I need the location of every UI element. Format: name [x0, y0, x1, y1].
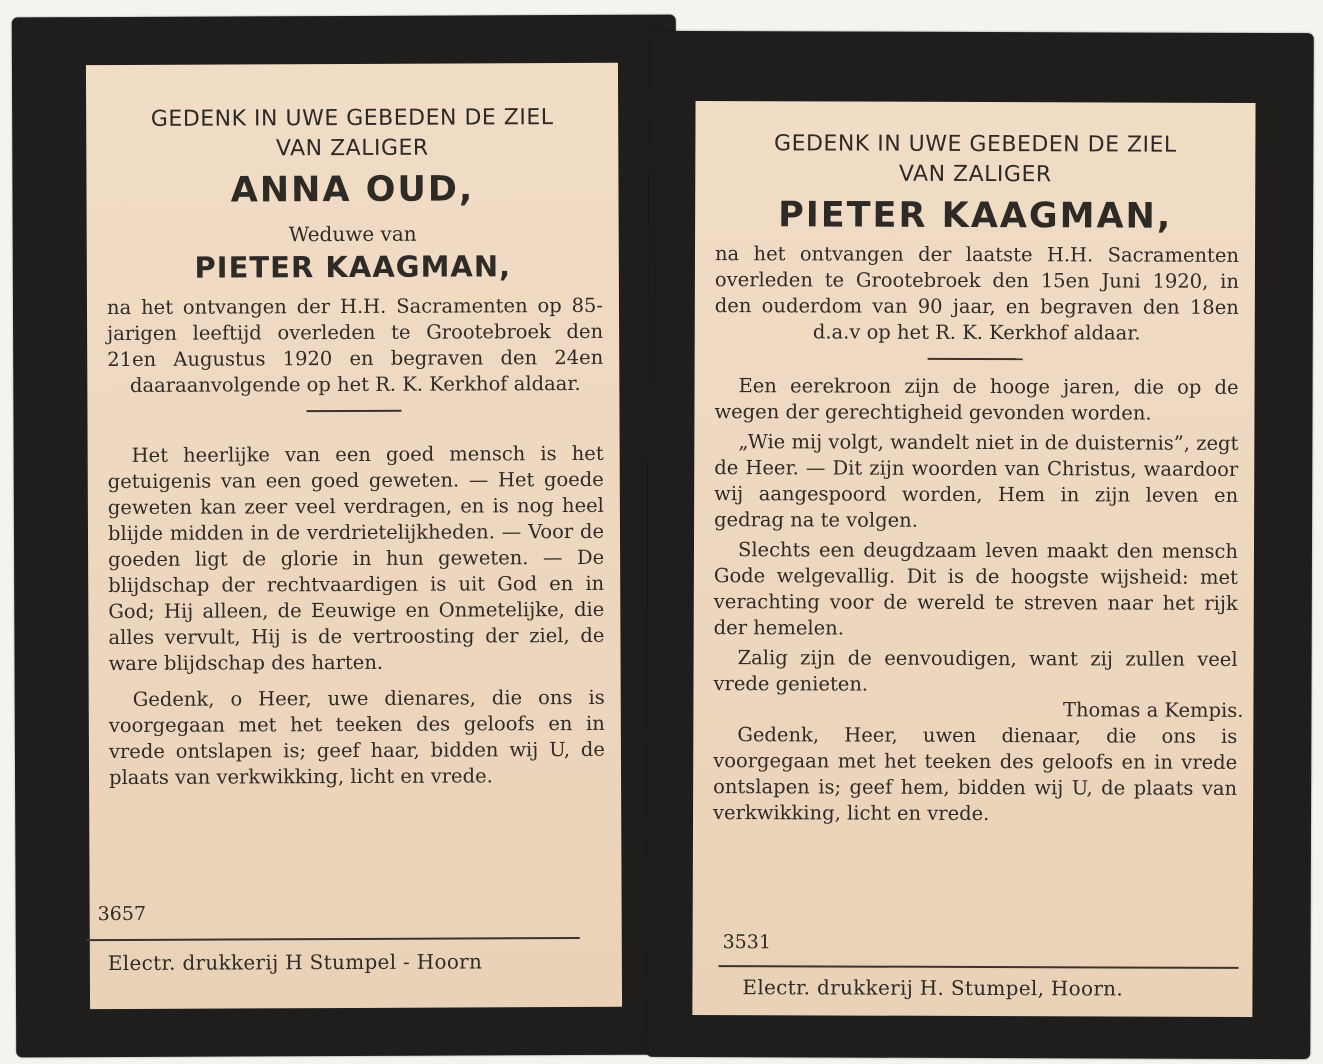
left-card-number: 3657: [97, 902, 147, 926]
left-prayer: Gedenk, o Heer, uwe dienares, die ons is voorgegaan met het teeken des geloofs en in vrede ontslapen is; geef haar, bidden wij U, de plaats van verkwikking, licht en vrede.: [108, 685, 605, 790]
right-card-number: 3531: [722, 931, 772, 954]
right-para4: Zalig zijn de eenvoudigen, want zij zullen veel vrede genieten.: [713, 646, 1238, 696]
right-header: [695, 129, 1255, 191]
left-card-paper: [86, 63, 622, 1009]
right-header-line1: GEDENK IN UWE GEBEDEN DE ZIEL: [774, 131, 1177, 158]
left-header-line2: VAN ZALIGER: [275, 135, 429, 162]
right-attribution: Thomas a Kempis.: [1062, 698, 1244, 722]
left-divider: [306, 410, 401, 412]
left-deceased-name: ANNA OUD,: [230, 169, 475, 211]
right-para1: Een eerekroon zijn de hooge jaren, die op de wegen der gerechtigheid gevonden worden.: [714, 374, 1239, 425]
right-deceased-name: PIETER KAAGMAN,: [778, 195, 1173, 237]
right-footer-rule: [719, 965, 1239, 969]
left-memorial-card: [12, 15, 681, 1058]
right-divider: [927, 358, 1022, 360]
right-card-paper: [692, 101, 1255, 1017]
right-death-notice: na het ontvangen der laatste H.H. Sacramenten overleden te Grootebroek den 15en Juni 1920, in den ouderdom van 90 jaar, en begraven den 18en d.a.v op het R. K. Kerkhof aldaar.: [714, 242, 1240, 345]
left-widow-of: Weduwe van: [288, 221, 417, 247]
left-spouse-name: PIETER KAAGMAN,: [194, 249, 512, 285]
right-prayer: Gedenk, Heer, uwen dienaar, die ons is voorgegaan met het teeken des geloofs en in vrede ontslapen is; geef hem, bidden wij U, de plaats van verkwikking, licht en vrede.: [713, 723, 1238, 826]
left-meditation: Het heerlijke van een goed mensch is het getuigenis van een goed geweten. — Het goede geweten kan zeer veel verdragen, en is nog heel blijde midden in de verdrietelijkheden. — Voor de goeden ligt de glorie in hun geweten. — De blijdschap der rechtvaardigen is uit God en in God; Hij alleen, de Eeuwige en Onmetelijke, die alles vervult, Hij is de vertroosting der ziel, de ware blijdschap des harten.: [107, 441, 605, 676]
left-header: [86, 103, 618, 165]
right-para2: „Wie mij volgt, wandelt niet in de duisternis”, zegt de Heer. — Dit zijn woorden van Christus, waardoor wij aangespoord worden, Hem in zijn leven en gedrag na te volgen.: [714, 430, 1239, 532]
right-printer: Electr. drukkerij H. Stumpel, Hoorn.: [742, 975, 1124, 1001]
right-memorial-card: [646, 31, 1314, 1059]
left-printer: Electr. drukkerij H Stumpel - Hoorn: [107, 949, 483, 976]
left-death-notice: na het ontvangen der H.H. Sacramenten op 85-jarigen leeftijd overleden te Grootebroek den 21en Augustus 1920 en begraven den 24en daaraanvolgende op het R. K. Kerkhof aldaar.: [106, 293, 604, 397]
left-footer-rule: [86, 937, 580, 941]
right-header-line2: VAN ZALIGER: [898, 161, 1052, 188]
left-header-line1: GEDENK IN UWE GEBEDEN DE ZIEL: [150, 105, 554, 132]
right-para3: Slechts een deugdzaam leven maakt den mensch Gode welgevallig. Dit is de hoogste wijsheid: met verachting voor de wereld te streven naar het rijk der hemelen.: [713, 538, 1239, 640]
